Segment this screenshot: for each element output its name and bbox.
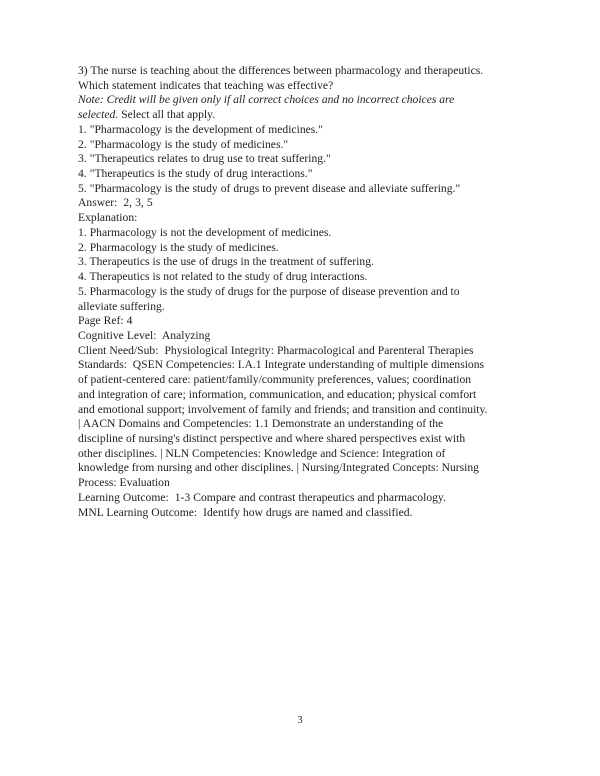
explanation-item-4: 4. Therapeutics is not related to the study of drug interactions. xyxy=(78,270,368,284)
page-content-column xyxy=(78,64,490,520)
explanation-item-3: 3. Therapeutics is the use of drugs in the treatment of suffering. xyxy=(78,255,374,269)
question-note-italic: Note: Credit will be given only if all correct choices and no incorrect choices are selected. xyxy=(78,93,458,122)
answer-option-1: 1. "Pharmacology is the development of medicines." xyxy=(78,122,323,136)
page-number: 3 xyxy=(297,715,303,726)
answer-option-5: 5. "Pharmacology is the study of drugs to prevent disease and alleviate suffering." xyxy=(78,181,461,195)
metadata-client-need: Client Need/Sub: Physiological Integrity: Pharmacological and Parenteral Therapies xyxy=(78,343,474,357)
answer-option-3: 3. "Therapeutics relates to drug use to treat suffering." xyxy=(78,152,331,166)
question-note xyxy=(78,93,490,122)
explanation-item-5: 5. Pharmacology is the study of drugs for the purpose of disease prevention and to alleviate suffering. xyxy=(78,284,463,313)
question-note-instruction: Select all that apply. xyxy=(118,108,216,122)
metadata-cognitive-level: Cognitive Level: Analyzing xyxy=(78,328,211,342)
answer-option-4: 4. "Therapeutics is the study of drug interactions." xyxy=(78,167,313,181)
answer-key: Answer: 2, 3, 5 xyxy=(78,196,153,210)
metadata-mnl-learning-outcome: MNL Learning Outcome: Identify how drugs are named and classified. xyxy=(78,505,413,519)
metadata-standards: Standards: QSEN Competencies: I.A.1 Integrate understanding of multiple dimensions of patient-centered care: patient/family/community preferences, values; coordination and integration of care; information, communication, and education; physical comfort and emotional support; involvement of family and friends; and transition and continuity. | AACN Domains and Competencies: 1.1 Demonstrate an understanding of the discipline of nursing's distinct perspective and where shared perspectives exist with other disciplines. | NLN Competencies: Knowledge and Science: Integration of knowledge from nursing and other disciplines. | Nursing/Integrated Concepts: Nursing Process: Evaluation xyxy=(78,358,491,490)
explanation-item-2: 2. Pharmacology is the study of medicines. xyxy=(78,240,279,254)
question-stem-line-2: Which statement indicates that teaching was effective? xyxy=(78,78,334,92)
metadata-learning-outcome: Learning Outcome: 1-3 Compare and contrast therapeutics and pharmacology. xyxy=(78,490,446,504)
explanation-label: Explanation: xyxy=(78,211,138,225)
explanation-item-1: 1. Pharmacology is not the development of medicines. xyxy=(78,225,332,239)
question-stem-line-1: 3) The nurse is teaching about the differences between pharmacology and therapeutics. xyxy=(78,64,484,77)
answer-option-2: 2. "Pharmacology is the study of medicines." xyxy=(78,137,289,151)
metadata-page-ref: Page Ref: 4 xyxy=(78,314,133,328)
